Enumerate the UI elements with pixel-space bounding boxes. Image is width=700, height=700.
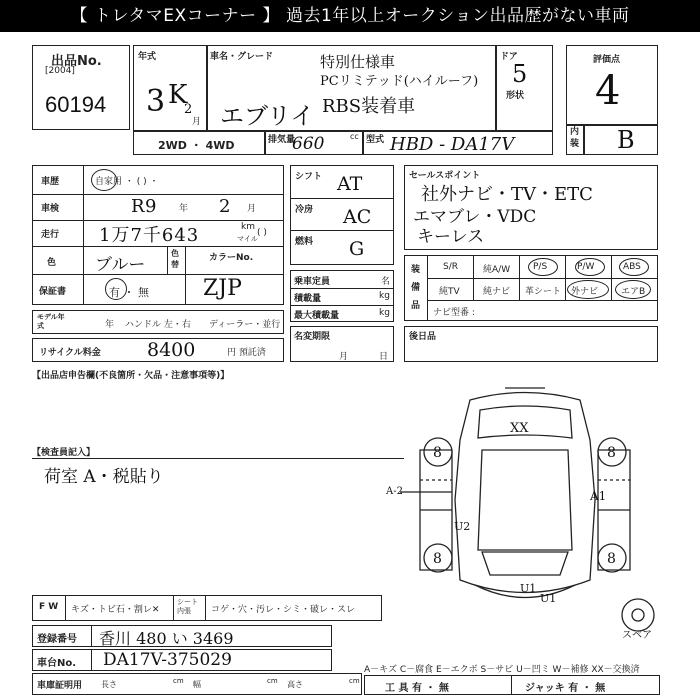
equip-abs-circle xyxy=(619,258,649,276)
declaration-label: 【出品店申告欄(不良箇所・欠品・注意事項等)】 xyxy=(32,371,230,381)
grade-line-3: RBS装着車 xyxy=(322,96,416,117)
chassis-label: 車台No. xyxy=(37,658,77,669)
door-label: ドア xyxy=(500,52,518,62)
capacity-unit-3: kg xyxy=(379,308,390,318)
capacity-row-3: 最大積載量 xyxy=(294,311,340,321)
lot-year-stamp: [2004] xyxy=(45,66,75,76)
equip-ps: P/S xyxy=(533,262,548,272)
cert-dim-2: cm xyxy=(173,677,184,685)
warranty-label: 保証書 xyxy=(39,287,67,297)
inspection-era: R xyxy=(131,196,145,217)
cert-dim-4: cm xyxy=(267,677,278,685)
sales-points-box xyxy=(404,165,658,250)
grade-line-1: 特別仕様車 xyxy=(320,53,396,71)
history-label: 車歴 xyxy=(41,177,60,187)
car-name-value: エブリイ xyxy=(220,102,315,130)
cert-row xyxy=(32,673,362,695)
interior-label: 内装 xyxy=(570,127,580,149)
history-options: 自家用 ・ ( ) ・ xyxy=(95,177,159,187)
equip-ext-navi-circle xyxy=(567,280,609,299)
car-name-label: 車名・グレード xyxy=(210,52,274,62)
model-year-value: 3 xyxy=(146,84,166,119)
shift-value: AT xyxy=(337,173,363,195)
reg-change-label: 名変期限 xyxy=(294,332,331,342)
after-items-box xyxy=(404,326,658,362)
color-value: ブルー xyxy=(95,255,146,275)
model-type-value: HBD - DA17V xyxy=(390,134,515,155)
inspector-note: 荷室 A・税貼り xyxy=(44,467,164,487)
inspection-label: 車検 xyxy=(41,204,60,214)
model-year-month: 2 xyxy=(184,102,193,117)
warranty-circle xyxy=(105,278,127,300)
nav-model-label: ナビ型番 : xyxy=(433,308,475,318)
inspection-month: 2 xyxy=(219,196,231,217)
defects-seat: シート 内張 xyxy=(177,598,198,615)
warranty-options: 有 ・ 無 xyxy=(109,286,149,299)
score-value: 4 xyxy=(595,68,621,114)
door-value: 5 xyxy=(512,60,528,88)
registration-value: 香川 480 い 3469 xyxy=(99,629,234,648)
reg-change-month: 月 xyxy=(339,352,349,362)
ac-label: 冷房 xyxy=(295,205,314,215)
cert-label: 車庫証明用 xyxy=(37,681,83,691)
cert-dim-1: 長さ xyxy=(101,680,117,689)
displacement-label: 排気量 xyxy=(268,135,296,145)
model-change-row xyxy=(32,310,284,334)
damage-legend: A－キズ C－腐食 E－エクボ S－サビ U－凹ミ W－補修 XX－交換済 xyxy=(364,665,640,675)
registration-label: 登録番号 xyxy=(37,634,77,645)
lot-label: 出品No. xyxy=(51,54,102,69)
equip-ps-circle xyxy=(528,258,558,276)
tools-label: 工 具 有 ・ 無 xyxy=(385,683,449,694)
defects-seat-items: コゲ・穴・汚レ・シミ・破レ・スレ xyxy=(211,605,356,615)
equip-sr: S/R xyxy=(443,262,458,272)
equip-ext-navi: 外ナビ xyxy=(571,287,599,297)
model-year-month-unit: 月 xyxy=(192,117,202,127)
cert-dim-3: 幅 xyxy=(193,680,201,689)
chassis-row xyxy=(32,649,332,671)
inspection-month-unit: 月 xyxy=(247,204,257,214)
capacity-unit-2: kg xyxy=(379,291,390,301)
defects-row xyxy=(32,595,382,621)
vehicle-details-table xyxy=(32,165,284,305)
equip-pw-circle xyxy=(575,258,605,276)
equipment-label: 装備品 xyxy=(411,265,421,311)
diagram-left-mark: A-2 xyxy=(386,486,403,497)
fuel-value: G xyxy=(349,238,365,260)
inspection-year: 9 xyxy=(145,196,157,217)
model-change-label: モデル年式 xyxy=(37,313,65,330)
defects-fw: F W xyxy=(39,602,59,612)
diagram-bottom-mark-2: U1 xyxy=(540,592,557,605)
tools-row xyxy=(364,675,660,695)
jack-label: ジャッキ 有 ・ 無 xyxy=(525,683,606,694)
vehicle-info-table xyxy=(133,45,553,155)
equip-airbag-circle xyxy=(615,280,651,299)
color-code-label: カラーNo. xyxy=(209,253,254,263)
color-code-value: ZJP xyxy=(203,276,242,301)
mileage-unit-mile: マイル xyxy=(237,235,258,243)
car-damage-diagram xyxy=(386,380,670,641)
equip-tv: 純TV xyxy=(439,287,460,297)
tire-depth-fl: 8 xyxy=(433,445,442,461)
shape-label: 形状 xyxy=(506,91,525,101)
tire-depth-rl: 8 xyxy=(433,551,442,567)
spare-label: スペア xyxy=(622,630,652,641)
capacity-row-1: 乗車定員 xyxy=(294,277,331,287)
diagram-bottom-mark-1: U1 xyxy=(520,582,537,595)
sales-point-3: キーレス xyxy=(417,227,485,247)
model-year-label: 年式 xyxy=(138,52,157,62)
sales-points-label: セールスポイント xyxy=(409,171,481,181)
ac-value: AC xyxy=(343,206,372,228)
page-banner: 【 トレタマEXコーナー 】 過去1年以上オークション出品歴がない車両 xyxy=(0,0,700,32)
diagram-right-mark: A1 xyxy=(590,489,607,503)
shift-label: シフト xyxy=(295,172,323,182)
sales-point-1: 社外ナビ・TV・ETC xyxy=(421,184,593,205)
capacity-unit-1: 名 xyxy=(381,277,391,287)
model-year-value2: K xyxy=(168,80,188,110)
recycle-label: リサイクル料金 xyxy=(39,348,101,358)
recycle-unit: 円 預託済 xyxy=(227,348,266,358)
registration-row xyxy=(32,625,332,647)
drive-label: 2WD ・ 4WD xyxy=(158,139,235,152)
score-box xyxy=(566,45,658,155)
model-change-handle: ハンドル 左・右 xyxy=(125,320,191,330)
diagram-top-mark: XX xyxy=(510,421,529,436)
cert-dim-5: 高さ xyxy=(287,680,303,689)
equip-abs: ABS xyxy=(623,262,641,272)
inspection-year-unit: 年 xyxy=(179,204,189,214)
cert-dim-6: cm xyxy=(349,677,360,685)
displacement-unit: cc xyxy=(350,132,359,141)
displacement-value: 660 xyxy=(292,134,325,154)
equip-aw: 純A/W xyxy=(483,265,511,275)
recycle-value: 8400 xyxy=(147,339,196,361)
mileage-label: 走行 xyxy=(41,230,60,240)
diagram-floor-mark: U2 xyxy=(454,520,471,533)
score-label: 評価点 xyxy=(593,55,621,65)
recycle-row xyxy=(32,338,284,362)
reg-change-day: 日 xyxy=(379,352,389,362)
sales-point-2: エマブレ・VDC xyxy=(413,207,537,227)
grade-line-2: PCリミテッド(ハイルーフ) xyxy=(320,74,479,89)
fuel-label: 燃料 xyxy=(295,237,314,247)
capacity-row-2: 積載量 xyxy=(294,294,322,304)
tire-depth-rr: 8 xyxy=(607,551,616,567)
reg-change-box xyxy=(290,326,394,362)
interior-value: B xyxy=(617,126,635,154)
lot-number-box xyxy=(32,45,130,130)
equip-leather: 革シート xyxy=(525,287,562,297)
inspector-label: 【検査員記入】 xyxy=(32,448,96,458)
defects-items: キズ・トビ石・割レ✕ xyxy=(71,605,160,615)
mileage-value: 1万7千643 xyxy=(99,225,200,246)
shift-ac-fuel-box xyxy=(290,165,394,265)
color-change-label: 色替 xyxy=(171,249,179,269)
equip-airbag: エアB xyxy=(621,287,646,297)
model-change-dealer: ディーラー・並行 xyxy=(209,320,281,330)
capacity-box xyxy=(290,270,394,322)
history-circle xyxy=(91,169,117,191)
equipment-box xyxy=(404,255,658,321)
model-type-label: 型式 xyxy=(366,135,385,145)
lot-number: 60194 xyxy=(45,92,107,117)
chassis-value: DA17V-375029 xyxy=(103,650,232,670)
equip-navi: 純ナビ xyxy=(483,287,511,297)
mileage-unit-km: km xyxy=(241,222,255,232)
equip-pw: P/W xyxy=(577,262,595,272)
mileage-paren: ( ) xyxy=(257,228,267,238)
model-change-year-unit: 年 xyxy=(105,320,115,330)
after-items-label: 後日品 xyxy=(409,332,437,342)
color-label: 色 xyxy=(47,258,57,268)
tire-depth-fr: 8 xyxy=(607,445,616,461)
